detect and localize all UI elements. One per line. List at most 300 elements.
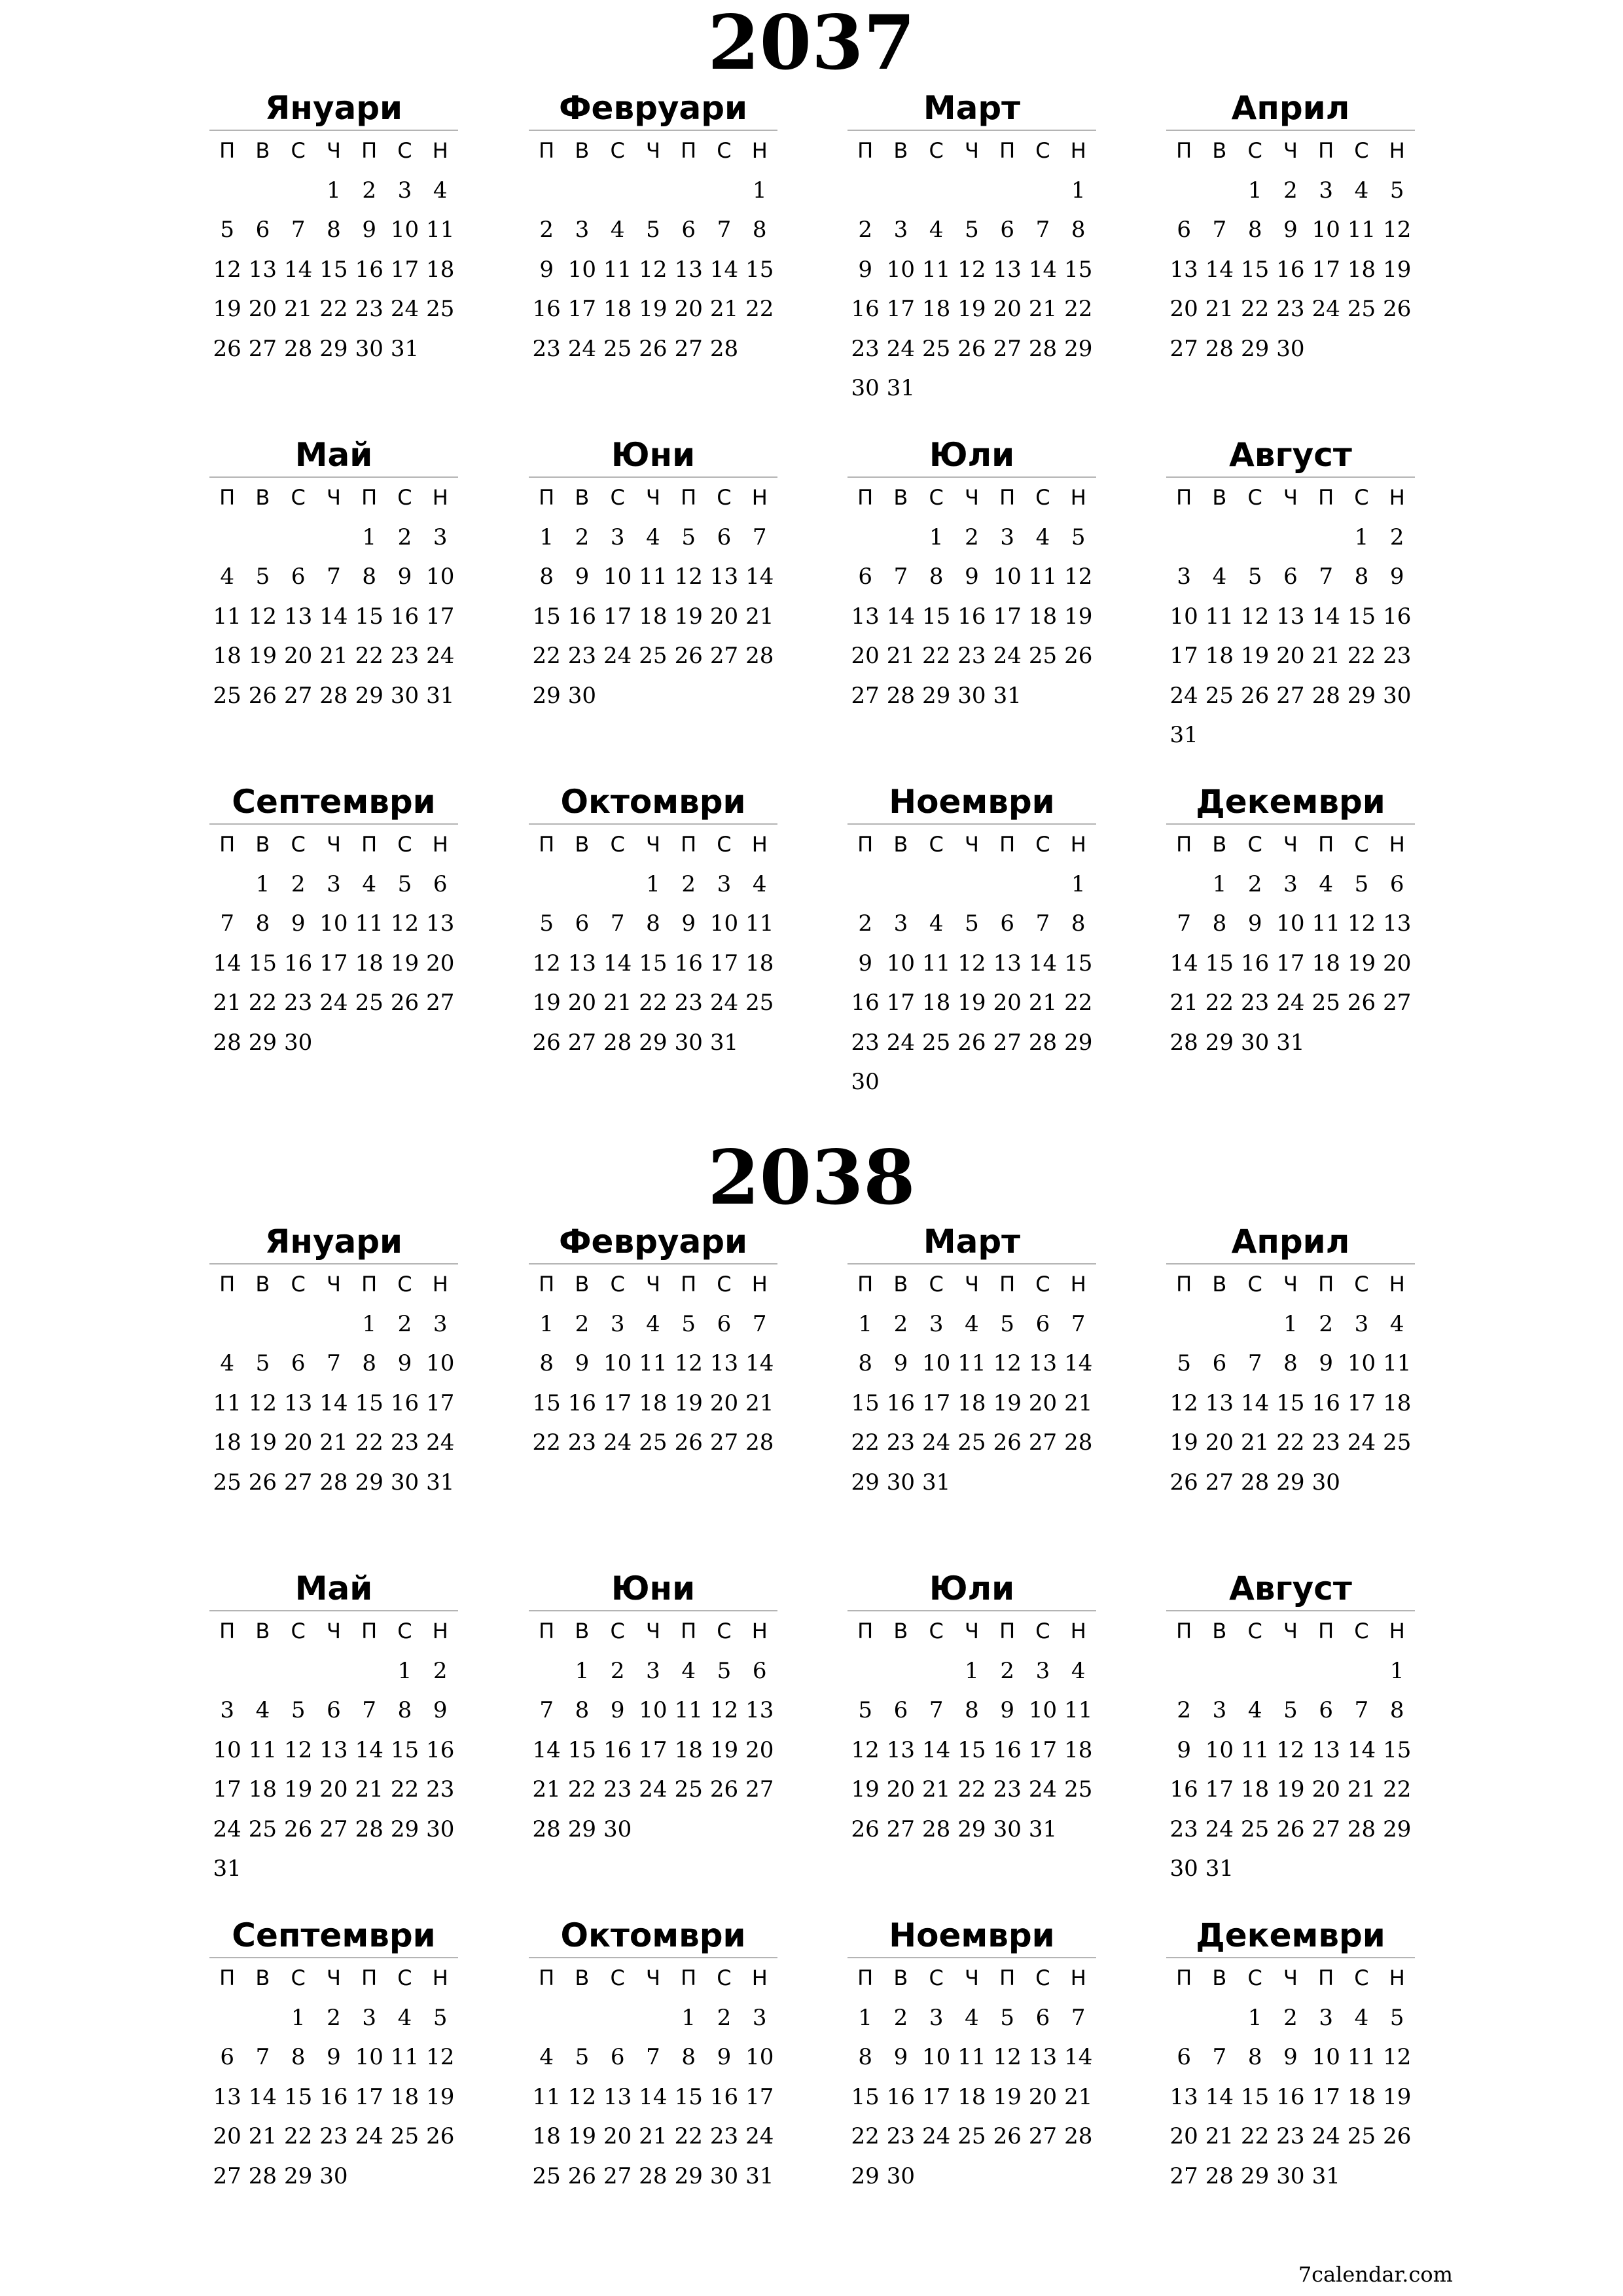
day-cell: 21	[1064, 2083, 1093, 2110]
day-cell: 27	[1028, 2123, 1058, 2149]
day-cell: 7	[1071, 2004, 1086, 2031]
day-cell: 1	[752, 177, 767, 204]
day-cell: 14	[1028, 950, 1058, 977]
day-cell: 1	[255, 870, 270, 897]
day-cell: 26	[957, 335, 986, 362]
empty-cell	[245, 1651, 280, 1691]
day-cell: 27	[284, 682, 313, 709]
day-cell: 19	[284, 1776, 313, 1803]
day-cell: 12	[248, 1390, 277, 1416]
weekday-label: П	[1176, 832, 1192, 857]
empty-cell	[281, 1304, 316, 1344]
weekday-label: П	[999, 1965, 1016, 1990]
day-cell: 20	[248, 296, 277, 322]
day-cell: 26	[709, 1776, 739, 1803]
day-cell: 1	[539, 1310, 554, 1337]
day-cell: 5	[220, 217, 234, 243]
weekday-label: П	[681, 832, 697, 857]
weekday-label: С	[397, 138, 412, 163]
empty-cell	[847, 171, 883, 211]
day-cell: 10	[886, 950, 916, 977]
day-cell: 22	[922, 643, 951, 669]
day-cell: 5	[858, 1697, 872, 1723]
day-cell: 27	[284, 1469, 313, 1496]
day-cell: 12	[993, 1350, 1022, 1376]
day-cell: 18	[674, 1736, 703, 1763]
day-cell: 12	[1064, 564, 1093, 590]
day-cell: 28	[1205, 335, 1234, 362]
day-cell: 7	[1035, 217, 1050, 243]
day-cell: 13	[284, 603, 313, 630]
day-cell: 4	[752, 870, 767, 897]
day-cell: 8	[1354, 564, 1369, 590]
day-cell: 19	[390, 950, 419, 977]
day-cell: 29	[851, 1469, 880, 1496]
day-cell: 4	[1389, 1310, 1404, 1337]
weekday-label: С	[929, 832, 944, 857]
day-cell: 25	[1311, 990, 1340, 1016]
weekday-label: Ч	[326, 485, 341, 510]
empty-cell	[919, 171, 954, 211]
day-cell: 8	[397, 1697, 412, 1723]
weekday-label: Н	[1070, 1272, 1086, 1297]
day-cell: 6	[575, 910, 590, 937]
day-cell: 16	[851, 990, 880, 1016]
day-cell: 7	[327, 564, 341, 590]
day-cell: 3	[327, 870, 341, 897]
day-cell: 18	[1064, 1736, 1093, 1763]
day-cell: 9	[1283, 2044, 1298, 2070]
day-cell: 28	[1311, 682, 1340, 709]
day-cell: 18	[1383, 1390, 1412, 1416]
empty-cell	[281, 171, 316, 211]
day-cell: 7	[1212, 217, 1227, 243]
month-2037-3	[847, 86, 1096, 408]
day-cell: 13	[284, 1390, 313, 1416]
day-cell: 1	[1071, 870, 1086, 897]
weekday-label: С	[1247, 485, 1262, 510]
day-cell: 26	[390, 990, 419, 1016]
day-cell: 29	[355, 1469, 383, 1496]
weekday-label: С	[291, 1272, 306, 1297]
day-cell: 26	[248, 1469, 277, 1496]
weekday-label: В	[575, 138, 590, 163]
weekday-label: П	[999, 1619, 1016, 1643]
day-cell: 14	[319, 1390, 348, 1416]
day-cell: 23	[603, 1776, 632, 1803]
weekday-label: С	[717, 1619, 732, 1643]
empty-cell	[671, 171, 706, 211]
day-cell: 9	[433, 1697, 448, 1723]
month-name: Ноември	[889, 783, 1055, 821]
day-cell: 4	[929, 217, 944, 243]
day-cell: 28	[886, 682, 916, 709]
empty-cell	[635, 1998, 671, 2038]
day-cell: 20	[993, 990, 1022, 1016]
day-cell: 7	[1071, 1310, 1086, 1337]
month-name: Декември	[1196, 1916, 1385, 1954]
day-cell: 27	[674, 335, 703, 362]
month-2037-10	[529, 780, 777, 1062]
weekday-label: С	[397, 1619, 412, 1643]
day-cell: 24	[1028, 1776, 1058, 1803]
day-cell: 13	[709, 1350, 739, 1376]
day-cell: 18	[922, 990, 951, 1016]
day-cell: 21	[1169, 990, 1198, 1016]
weekday-label: П	[539, 485, 555, 510]
day-cell: 2	[1247, 870, 1262, 897]
day-cell: 22	[390, 1776, 419, 1803]
weekday-label: С	[717, 1272, 732, 1297]
day-cell: 9	[397, 1350, 412, 1376]
day-cell: 1	[1247, 177, 1262, 204]
day-cell: 18	[390, 2083, 419, 2110]
day-cell: 10	[1347, 1350, 1376, 1376]
day-cell: 13	[426, 910, 455, 937]
day-cell: 16	[1311, 1390, 1340, 1416]
day-cell: 3	[893, 910, 908, 937]
weekday-label: С	[1035, 1965, 1050, 1990]
day-cell: 16	[390, 1390, 419, 1416]
day-cell: 3	[893, 217, 908, 243]
weekday-label: Ч	[1283, 1619, 1298, 1643]
day-cell: 5	[1283, 1697, 1298, 1723]
day-cell: 19	[1383, 256, 1412, 283]
weekday-label: П	[999, 138, 1016, 163]
month-grid	[847, 1265, 1096, 1502]
day-cell: 15	[922, 603, 951, 630]
weekday-label: Н	[1389, 1272, 1405, 1297]
day-cell: 14	[213, 950, 241, 977]
month-grid	[209, 478, 458, 715]
weekday-label: В	[1212, 485, 1227, 510]
day-cell: 15	[319, 256, 348, 283]
weekday-label: Ч	[964, 1965, 979, 1990]
month-grid	[209, 1611, 458, 1889]
day-cell: 30	[426, 1816, 455, 1842]
day-cell: 17	[1347, 1390, 1376, 1416]
day-cell: 30	[1276, 2162, 1305, 2189]
day-cell: 30	[1169, 1856, 1198, 1882]
day-cell: 19	[851, 1776, 880, 1803]
day-cell: 7	[362, 1697, 377, 1723]
day-cell: 3	[397, 177, 412, 204]
day-cell: 26	[213, 335, 241, 362]
day-cell: 2	[362, 177, 377, 204]
weekday-label: П	[999, 485, 1016, 510]
month-grid	[209, 825, 458, 1062]
weekday-label: С	[1354, 1619, 1369, 1643]
weekday-label: С	[610, 485, 625, 510]
day-cell: 13	[674, 256, 703, 283]
day-cell: 24	[426, 1429, 455, 1456]
weekday-label: Н	[432, 1965, 448, 1990]
day-cell: 18	[1205, 643, 1234, 669]
day-cell: 22	[674, 2123, 703, 2149]
weekday-label: С	[1035, 1272, 1050, 1297]
day-cell: 21	[1028, 296, 1058, 322]
month-name: Юли	[929, 436, 1015, 474]
day-cell: 30	[355, 335, 383, 362]
day-cell: 5	[1389, 2004, 1404, 2031]
day-cell: 7	[220, 910, 234, 937]
day-cell: 19	[709, 1736, 739, 1763]
weekday-label: В	[255, 1272, 270, 1297]
day-cell: 17	[993, 603, 1022, 630]
day-cell: 12	[993, 2044, 1022, 2070]
day-cell: 18	[1311, 950, 1340, 977]
day-cell: 22	[1347, 643, 1376, 669]
month-2037-12	[1166, 780, 1415, 1062]
day-cell: 10	[426, 1350, 455, 1376]
weekday-label: Ч	[1283, 485, 1298, 510]
day-cell: 24	[355, 2123, 383, 2149]
day-cell: 22	[639, 990, 668, 1016]
day-cell: 29	[1347, 682, 1376, 709]
empty-cell	[1166, 1304, 1202, 1344]
day-cell: 3	[1035, 1657, 1050, 1684]
weekday-label: Н	[751, 1272, 768, 1297]
day-cell: 23	[1383, 643, 1412, 669]
weekday-label: П	[361, 832, 378, 857]
day-cell: 19	[674, 1390, 703, 1416]
day-cell: 13	[319, 1736, 348, 1763]
day-cell: 24	[1169, 682, 1198, 709]
weekday-label: П	[219, 1965, 236, 1990]
day-cell: 26	[1383, 2123, 1412, 2149]
weekday-label: С	[610, 832, 625, 857]
day-cell: 17	[355, 2083, 383, 2110]
day-cell: 26	[1383, 296, 1412, 322]
weekday-label: Н	[751, 485, 768, 510]
day-cell: 18	[213, 643, 241, 669]
weekday-label: Ч	[964, 1619, 979, 1643]
day-cell: 24	[993, 643, 1022, 669]
day-cell: 21	[745, 603, 774, 630]
day-cell: 21	[1064, 1390, 1093, 1416]
day-cell: 15	[1064, 256, 1093, 283]
day-cell: 22	[284, 2123, 313, 2149]
day-cell: 4	[433, 177, 448, 204]
day-cell: 27	[1169, 2162, 1198, 2189]
weekday-label: П	[1318, 1965, 1334, 1990]
day-cell: 9	[1177, 1736, 1191, 1763]
day-cell: 30	[886, 1469, 916, 1496]
empty-cell	[529, 171, 564, 211]
empty-cell	[564, 171, 599, 211]
day-cell: 6	[1000, 910, 1015, 937]
month-2038-4	[1166, 1220, 1415, 1502]
day-cell: 12	[1276, 1736, 1305, 1763]
day-cell: 13	[1205, 1390, 1234, 1416]
empty-cell	[1202, 1998, 1237, 2038]
empty-cell	[1202, 1304, 1237, 1344]
day-cell: 26	[284, 1816, 313, 1842]
empty-cell	[954, 865, 990, 905]
day-cell: 9	[575, 1350, 590, 1376]
weekday-label: Ч	[1283, 832, 1298, 857]
day-cell: 25	[213, 682, 241, 709]
day-cell: 14	[1205, 2083, 1234, 2110]
day-cell: 8	[681, 2044, 696, 2070]
day-cell: 25	[532, 2162, 561, 2189]
day-cell: 1	[575, 1657, 590, 1684]
day-cell: 10	[567, 256, 597, 283]
day-cell: 3	[433, 524, 448, 550]
day-cell: 13	[1311, 1736, 1340, 1763]
day-cell: 13	[709, 564, 739, 590]
weekday-label: П	[1318, 832, 1334, 857]
day-cell: 1	[646, 870, 660, 897]
day-cell: 15	[1241, 2083, 1270, 2110]
day-cell: 10	[1028, 1697, 1058, 1723]
day-cell: 4	[1319, 870, 1334, 897]
day-cell: 4	[1354, 2004, 1369, 2031]
day-cell: 7	[1035, 910, 1050, 937]
day-cell: 23	[993, 1776, 1022, 1803]
weekday-label: В	[893, 1272, 908, 1297]
day-cell: 5	[575, 2044, 590, 2070]
day-cell: 11	[603, 256, 632, 283]
day-cell: 3	[1283, 870, 1298, 897]
weekday-label: С	[610, 138, 625, 163]
day-cell: 23	[1276, 2123, 1305, 2149]
footer-site: 7calendar.com	[1298, 2262, 1453, 2287]
day-cell: 10	[1169, 603, 1198, 630]
month-grid	[1166, 1958, 1415, 2196]
day-cell: 29	[567, 1816, 597, 1842]
day-cell: 7	[1177, 910, 1191, 937]
empty-cell	[1238, 1651, 1273, 1691]
weekday-label: П	[857, 138, 874, 163]
empty-cell	[600, 865, 635, 905]
day-cell: 14	[709, 256, 739, 283]
weekday-label: Ч	[645, 485, 660, 510]
empty-cell	[600, 171, 635, 211]
day-cell: 5	[291, 1697, 306, 1723]
day-cell: 15	[1205, 950, 1234, 977]
day-cell: 11	[532, 2083, 561, 2110]
weekday-label: В	[893, 485, 908, 510]
day-cell: 14	[745, 1350, 774, 1376]
empty-cell	[529, 1998, 564, 2038]
day-cell: 25	[248, 1816, 277, 1842]
day-cell: 24	[922, 1429, 951, 1456]
day-cell: 10	[1205, 1736, 1234, 1763]
weekday-label: П	[857, 485, 874, 510]
day-cell: 15	[674, 2083, 703, 2110]
weekday-label: В	[575, 1272, 590, 1297]
day-cell: 6	[610, 2044, 625, 2070]
day-cell: 29	[1241, 335, 1270, 362]
day-cell: 15	[532, 603, 561, 630]
day-cell: 19	[567, 2123, 597, 2149]
day-cell: 28	[284, 335, 313, 362]
day-cell: 11	[248, 1736, 277, 1763]
day-cell: 14	[1169, 950, 1198, 977]
month-name: Август	[1229, 1570, 1352, 1607]
day-cell: 24	[1347, 1429, 1376, 1456]
weekday-label: П	[681, 1619, 697, 1643]
month-name: Октомври	[560, 783, 746, 821]
month-2038-1	[209, 1220, 458, 1502]
day-cell: 17	[603, 1390, 632, 1416]
day-cell: 18	[248, 1776, 277, 1803]
day-cell: 11	[213, 1390, 241, 1416]
day-cell: 27	[1028, 1429, 1058, 1456]
weekday-label: В	[893, 832, 908, 857]
day-cell: 31	[993, 682, 1022, 709]
day-cell: 28	[1064, 1429, 1093, 1456]
day-cell: 11	[1064, 1697, 1093, 1723]
day-cell: 3	[220, 1697, 234, 1723]
weekday-label: В	[255, 1965, 270, 1990]
day-cell: 16	[886, 2083, 916, 2110]
day-cell: 23	[355, 296, 383, 322]
weekday-label: Ч	[645, 832, 660, 857]
day-cell: 3	[1177, 564, 1191, 590]
weekday-label: Н	[1389, 1965, 1405, 1990]
weekday-label: В	[255, 1619, 270, 1643]
weekday-label: Н	[1070, 1619, 1086, 1643]
day-cell: 30	[1311, 1469, 1340, 1496]
day-cell: 31	[922, 1469, 951, 1496]
day-cell: 27	[319, 1816, 348, 1842]
day-cell: 27	[1311, 1816, 1340, 1842]
day-cell: 26	[1241, 682, 1270, 709]
empty-cell	[1308, 1651, 1344, 1691]
day-cell: 18	[1347, 256, 1376, 283]
day-cell: 8	[327, 217, 341, 243]
day-cell: 26	[1064, 643, 1093, 669]
day-cell: 15	[1383, 1736, 1412, 1763]
day-cell: 1	[291, 2004, 306, 2031]
weekday-label: Н	[432, 832, 448, 857]
month-name: Юли	[929, 1570, 1015, 1607]
weekday-label: П	[1176, 138, 1192, 163]
day-cell: 12	[957, 256, 986, 283]
day-cell: 21	[1205, 2123, 1234, 2149]
empty-cell	[1273, 1651, 1308, 1691]
day-cell: 13	[1276, 603, 1305, 630]
empty-cell	[1344, 1651, 1379, 1691]
day-cell: 18	[532, 2123, 561, 2149]
day-cell: 3	[610, 524, 625, 550]
day-cell: 6	[717, 524, 732, 550]
weekday-label: С	[610, 1272, 625, 1297]
month-grid	[847, 131, 1096, 408]
month-grid	[1166, 1611, 1415, 1889]
day-cell: 11	[957, 1350, 986, 1376]
day-cell: 22	[851, 1429, 880, 1456]
day-cell: 28	[248, 2162, 277, 2189]
day-cell: 16	[674, 950, 703, 977]
day-cell: 14	[1205, 256, 1234, 283]
month-grid	[529, 131, 777, 368]
month-grid	[847, 1958, 1096, 2196]
day-cell: 13	[1169, 256, 1198, 283]
month-2037-8	[1166, 433, 1415, 755]
day-cell: 31	[745, 2162, 774, 2189]
day-cell: 6	[1035, 2004, 1050, 2031]
day-cell: 19	[1383, 2083, 1412, 2110]
day-cell: 21	[1241, 1429, 1270, 1456]
month-2037-6	[529, 433, 777, 715]
day-cell: 27	[567, 1029, 597, 1056]
day-cell: 19	[639, 296, 668, 322]
day-cell: 25	[957, 1429, 986, 1456]
day-cell: 20	[1205, 1429, 1234, 1456]
